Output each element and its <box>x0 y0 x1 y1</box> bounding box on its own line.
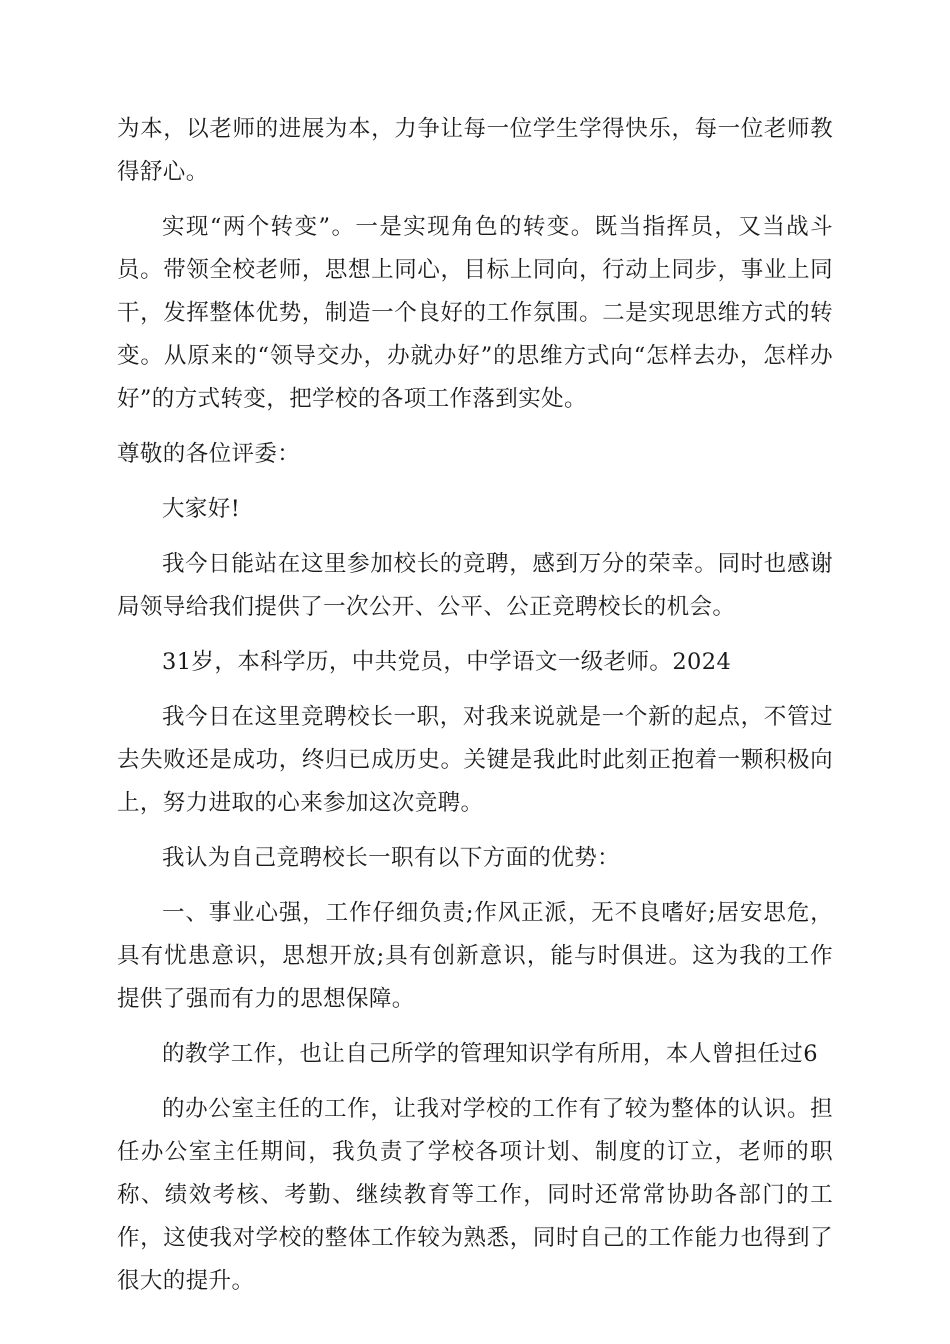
paragraph-5: 我今日能站在这里参加校长的竞聘，感到万分的荣幸。同时也感谢局领导给我们提供了一次公开、公平、公正竞聘校长的机会。 <box>117 551 833 620</box>
paragraph-8: 我认为自己竞聘校长一职有以下方面的优势： <box>162 845 621 871</box>
paragraph-2: 实现“两个转变”。一是实现角色的转变。既当指挥员，又当战斗员。带领全校老师，思想上同心，目标上同向，行动上同步，事业上同干，发挥整体优势，制造一个良好的工作氛围。二是实现思维方式的转变。从原来的“领导交办，办就办好”的思维方式向“怎样去办，怎样办好”的方式转变，把学校的各项工作落到实处。 <box>117 214 833 412</box>
paragraph-11: 的办公室主任的工作，让我对学校的工作有了较为整体的认识。担任办公室主任期间，我负责了学校各项计划、制度的订立，老师的职称、绩效考核、考勤、继续教育等工作，同时还常常协助各部门的工作，这使我对学校的整体工作较为熟悉，同时自己的工作能力也得到了很大的提升。 <box>117 1096 833 1294</box>
paragraph-7: 我今日在这里竞聘校长一职，对我来说就是一个新的起点，不管过去失败还是成功，终归已成历史。关键是我此时此刻正抱着一颗积极向上，努力进取的心来参加这次竞聘。 <box>117 704 833 816</box>
paragraph-9: 一、事业心强，工作仔细负责;作风正派，无不良嗜好;居安思危，具有忧患意识，思想开放;具有创新意识，能与时俱进。这为我的工作提供了强而有力的思想保障。 <box>117 900 833 1012</box>
greeting: 大家好! <box>162 496 241 522</box>
document-body <box>117 108 833 1315</box>
salutation: 尊敬的各位评委： <box>117 441 301 467</box>
paragraph-1: 为本，以老师的进展为本，力争让每一位学生学得快乐，每一位老师教得舒心。 <box>117 116 833 185</box>
paragraph-6: 31岁，本科学历，中共党员，中学语文一级老师。2024 <box>162 649 732 675</box>
paragraph-10: 的教学工作，也让自己所学的管理知识学有所用，本人曾担任过6 <box>162 1041 818 1067</box>
